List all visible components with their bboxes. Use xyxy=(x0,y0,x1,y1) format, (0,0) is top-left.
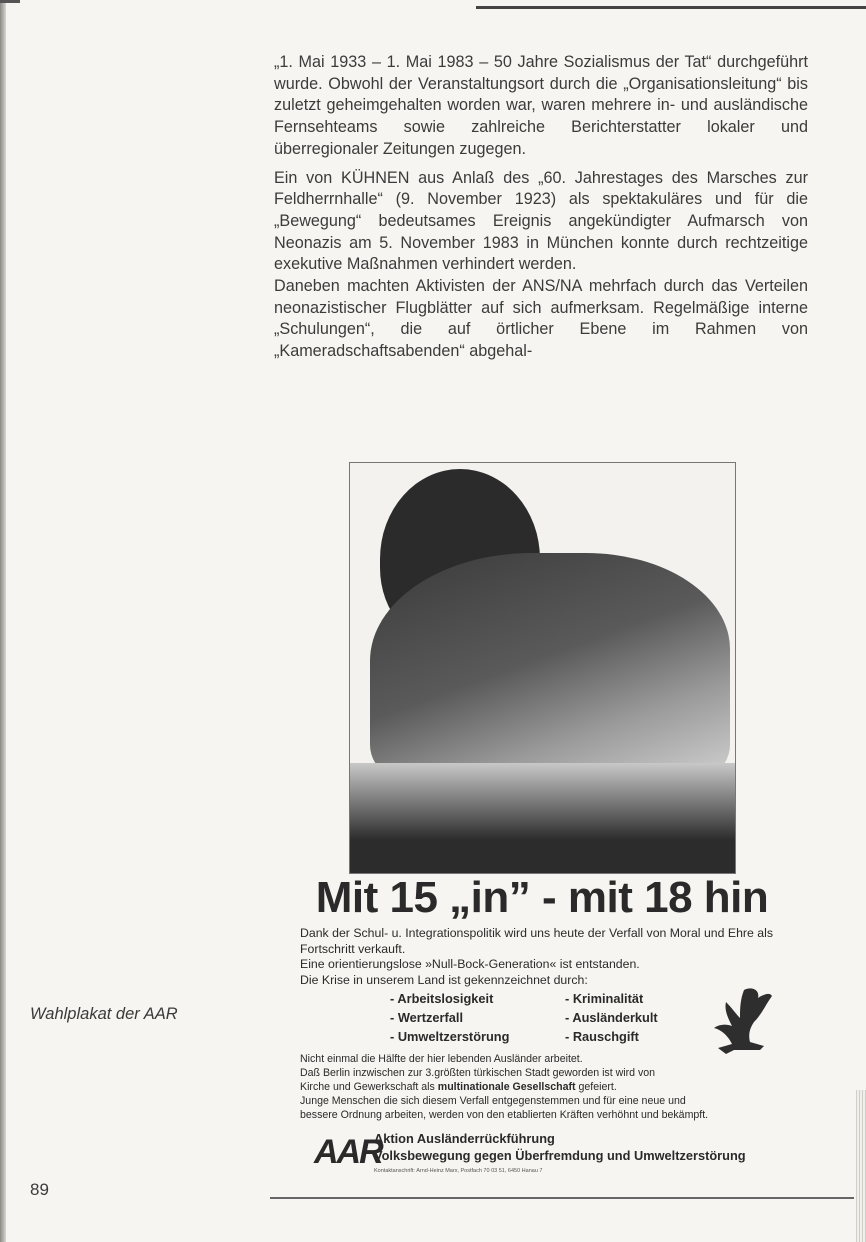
list-item: - Arbeitslosigkeit xyxy=(390,991,494,1006)
poster-list xyxy=(390,990,700,1045)
list-item: - Rauschgift xyxy=(565,1029,639,1044)
figure-caption: Wahlplakat der AAR xyxy=(30,1005,178,1023)
paragraph: „1. Mai 1933 – 1. Mai 1983 – 50 Jahre Sozialismus der Tat“ durchgeführt wurde. Obwohl der Veranstaltungsort durch die „Organisationsleitung“ bis zuletzt geheimgehalten worden war, waren mehrere in- und ausländische Fernsehteams sowie zahlreiche Berichterstatter lokaler und überregionaler Zeitungen zugegen. xyxy=(274,53,808,158)
top-rule xyxy=(476,6,866,9)
poster-intro: Dank der Schul- u. Integrationspolitik wird uns heute der Verfall von Moral und Ehre als Fortschritt verkauft. Eine orientierungslose »Null-Bock-Generation« ist entstanden. Die Krise in unserem Land ist gekennzeichnet durch: xyxy=(300,926,773,987)
org-contact: Kontaktanschrift: Arnd-Heinz Marx, Postfach 70 03 51, 6450 Hanau 7 xyxy=(374,1168,543,1174)
poster-organization xyxy=(314,1130,784,1180)
eagle-emblem-icon xyxy=(704,984,774,1056)
org-logo: AAR xyxy=(314,1133,382,1171)
poster-headline: Mit 15 „in” - mit 18 hin xyxy=(315,873,769,922)
page-corner-mark xyxy=(0,0,20,3)
list-item: - Ausländerkult xyxy=(565,1010,658,1025)
page-binding-edge xyxy=(0,0,6,1242)
page-stack-edge xyxy=(856,1090,866,1242)
paragraph: Ein von KÜHNEN aus Anlaß des „60. Jahrestages des Marsches zur Feldherrnhalle“ (9. November 1923) als spektakuläres und für die „Bewegung“ bedeutsames Ereignis angekündigter Aufmarsch von Neonazis am 5. November 1983 in München konnte durch rechtzeitige exekutive Maßnahmen verhindert werden. xyxy=(274,168,808,274)
body-text xyxy=(274,52,808,363)
paragraph: Daneben machten Aktivisten der ANS/NA mehrfach durch das Verteilen neonazistischer Flugblätter auf sich aufmerksam. Regelmäßige interne „Schulungen“, die auf örtlicher Ebene im Rahmen von „Kameradschaftsabenden“ abgehal- xyxy=(274,277,808,361)
list-item: - Umweltzerstörung xyxy=(390,1029,510,1044)
reproduced-poster xyxy=(292,458,792,1178)
poster-body: Nicht einmal die Hälfte der hier lebenden Ausländer arbeitet. Daß Berlin inzwischen zur 3.größten türkischen Stadt geworden ist wird von Kirche und Gewerkschaft als multinationale Gesellschaft gefeiert. Junge Menschen die sich diesem Verfall entgegenstemmen und für eine neue und bessere Ordnung arbeiten, werden von den etablierten Kräften verhöhnt und bekämpft. xyxy=(300,1053,709,1121)
page-number: 89 xyxy=(30,1180,49,1199)
list-item: - Kriminalität xyxy=(565,991,644,1006)
org-name: Aktion Ausländerrückführung Volksbewegung gegen Überfremdung und Umweltzerstörung xyxy=(374,1131,746,1163)
list-item: - Wertzerfall xyxy=(390,1010,464,1025)
poster-photo xyxy=(349,462,736,874)
bottom-rule xyxy=(270,1197,854,1199)
